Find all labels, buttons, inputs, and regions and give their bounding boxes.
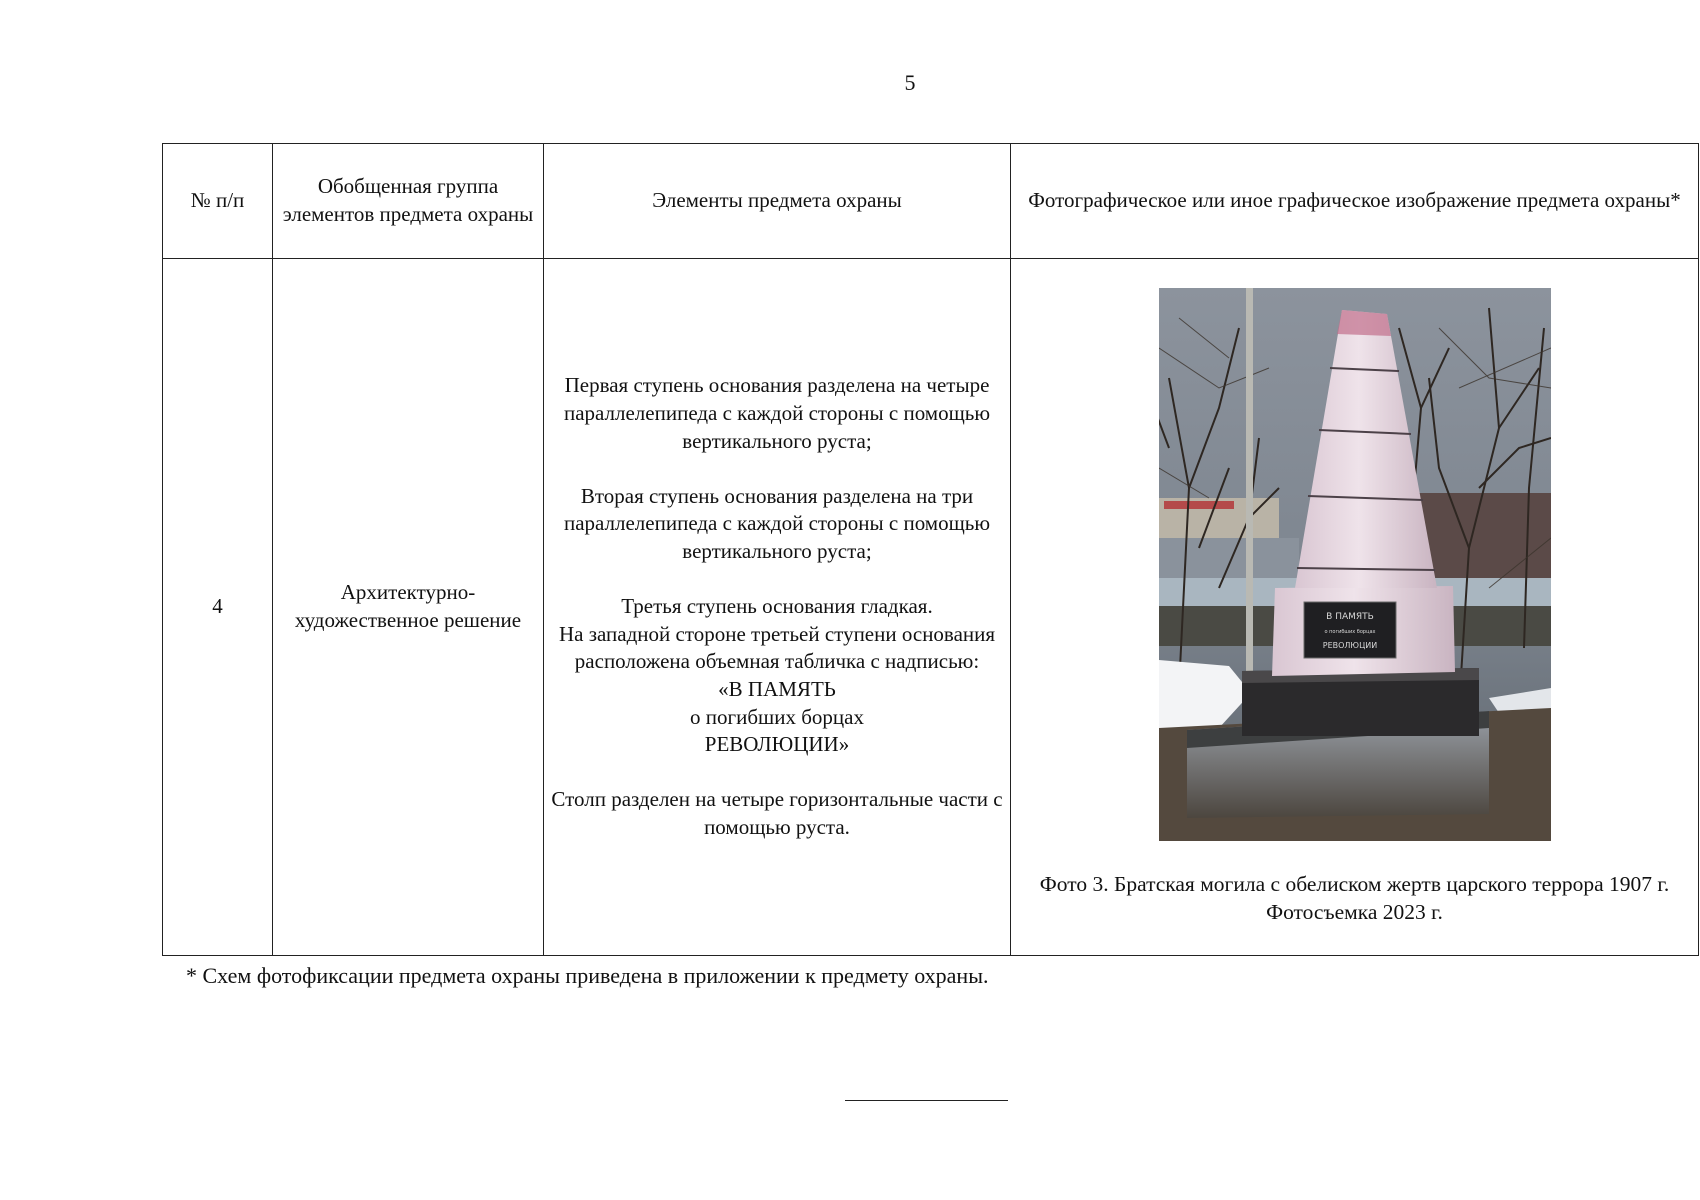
header-number: № п/п [163, 144, 273, 259]
inscription-line: «В ПАМЯТЬ [718, 676, 836, 701]
inscription-line: о погибших борцах [690, 704, 864, 729]
plaque-line: В ПАМЯТЬ [1325, 612, 1374, 622]
element-paragraph-1: Первая ступень основания разделена на четыре параллелепипеда с каждой стороны с помощью вертикального руста; [563, 373, 991, 453]
header-group: Обобщенная группа элементов предмета охраны [273, 144, 544, 259]
obelisk-photo [1159, 288, 1551, 841]
row-elements [544, 259, 1011, 956]
table-header-row [163, 144, 1699, 259]
element-paragraph-4: Столп разделен на четыре горизонтальные части с помощью руста. [551, 787, 1003, 839]
header-photo: Фотографическое или иное графическое изображение предмета охраны* [1011, 144, 1699, 259]
row-group: Архитектурно-художественное решение [273, 259, 544, 956]
element-paragraph-3-line: На западной стороне третьей ступени основания расположена объемная табличка с надписью: [558, 621, 996, 674]
element-paragraph-3-line: Третья ступень основания гладкая. [621, 593, 933, 618]
row-number: 4 [163, 259, 273, 956]
table-row [163, 259, 1699, 956]
bottom-divider [845, 1100, 1008, 1101]
inscription-line: РЕВОЛЮЦИИ» [704, 732, 850, 757]
plaque-line: о погибших борцах [1323, 629, 1376, 635]
protection-table [162, 143, 1699, 956]
row-photo [1011, 259, 1699, 956]
page-number: 5 [904, 70, 916, 95]
plaque-line: РЕВОЛЮЦИИ [1322, 641, 1377, 650]
header-elements: Элементы предмета охраны [544, 144, 1011, 259]
footnote: * Схем фотофиксации предмета охраны приведена в приложении к предмету охраны. [186, 963, 989, 988]
element-paragraph-2: Вторая ступень основания разделена на три параллелепипеда с каждой стороны с помощью вертикального руста; [563, 483, 991, 564]
photo-caption: Фото 3. Братская могила с обелиском жертв царского террора 1907 г. Фотосъемка 2023 г. [1039, 872, 1670, 924]
element-paragraph-3 [550, 593, 1004, 759]
